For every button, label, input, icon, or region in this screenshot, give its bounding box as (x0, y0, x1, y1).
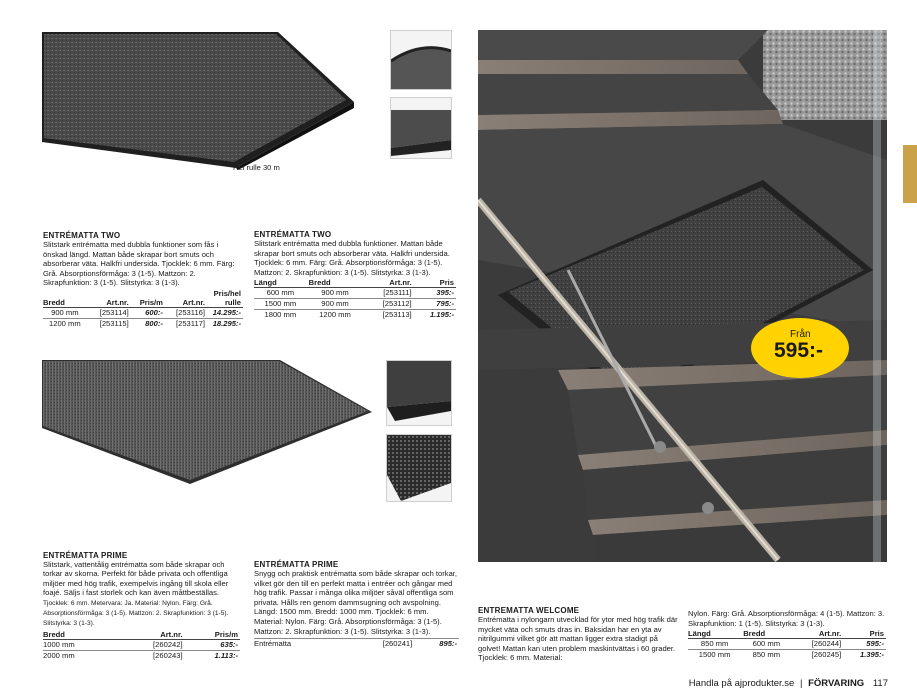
col-artnr: Art.nr. (818, 629, 842, 639)
welcome-price-table (688, 629, 886, 660)
footer-section: FÖRVARING (808, 678, 865, 689)
two-mat-title: ENTRÉMATTA TWO (254, 230, 332, 239)
footer-site-link[interactable]: Handla på ajprodukter.se (688, 678, 795, 689)
table-row: 1800 mm 1200 mm [253113] 1.195:- (264, 310, 454, 320)
prime-roll-price-table (43, 630, 240, 661)
col-bredd: Bredd (743, 629, 766, 639)
table-row: 600 mm 900 mm [253111] 395:- (254, 288, 456, 299)
col-bredd: Bredd (43, 629, 65, 639)
two-mat-price-table (254, 278, 456, 320)
col-artnr: Art.nr. (106, 297, 129, 307)
table-row: 850 mm 600 mm [260244] 595:- (688, 639, 886, 650)
two-roll-title: ENTRÉMATTA TWO (43, 231, 121, 240)
two-roll-caption: Hel rulle 30 m (233, 163, 280, 172)
col-artnr: Art.nr. (160, 629, 183, 639)
table-row: 900 mm [253114] 600:- [253116] 14.295:- (43, 307, 243, 318)
prime-roll-thumb-2 (386, 434, 452, 502)
two-roll-description: Slitstark entrématta med dubbla funktioner som fås i önskad längd. Mattan både skrapar bort smuts och absorberar väta. Halkfri undersida. Tjocklek: 6 mm. Färg: Grå. Absorptionsförmåga: 3 (1-5). Mattzon: 2. Skrapfunktion: 3 (1-5). Slitstyrka: 3 (1-3). (43, 240, 235, 288)
table-row: 1500 mm 850 mm [260245] 1.395:- (698, 650, 884, 660)
table-row: Entrématta [260241] 895:- (254, 639, 457, 649)
prime-roll-specs: Tjocklek: 6 mm. Metervara: Ja. Material: Nylon. Färg: Grå. Absorptionsförmåga: 3 (1-5). Mattzon: 2. Skrapfunktion: 3 (1-5). Slitstyrka: 3 (1-3). (43, 599, 229, 627)
prime-roll-description: Slitstark, vattentålig entrématta som både skrapar och torkar av skorna. Perfekt för både privata och offentliga miljöer med hög trafik, exempelvis ingång till skola eller foajé. Säljs i fast storlek och kan även måttbeställas. Tjocklek: 6 mm. Metervara: Ja. Material: Nylon. Färg: Grå. Absorptionsförmåga: 3 (1-5). Mattzon: 2. Skrapfunktion: 3 (1-5). Slitstyrka: 3 (1-3). (43, 560, 229, 627)
col-langd: Längd (688, 629, 711, 639)
prime-mat-price-table (254, 638, 459, 649)
prime-roll-thumb-1 (386, 360, 452, 426)
two-roll-price-table (43, 289, 243, 329)
col-pris-m: Pris/m (214, 629, 238, 639)
col-pris: Pris (439, 278, 454, 288)
col-pris-m: Pris/m (139, 297, 163, 307)
col-langd: Längd (254, 278, 277, 288)
col-pris: Pris (869, 629, 884, 639)
col-bredd: Bredd (43, 297, 65, 307)
staircase-photo (478, 30, 887, 562)
col-pris-hel-rulle: Pris/hel rulle (213, 288, 241, 307)
prime-roll-title: ENTRÉMATTA PRIME (43, 551, 128, 560)
col-artnr: Art.nr. (389, 278, 412, 288)
two-roll-image (40, 30, 356, 170)
table-row: 1200 mm [253115] 800:- [253117] 18.295:- (49, 318, 241, 328)
two-mat-description: Slitstark entrématta med dubbla funktioner. Mattan både skrapar bort smuts och absorberar väta. Halkfri undersida. Tjocklek: 6 mm. Färg: Grå. Absorptionsförmåga: 3 (1-5). Mattzon: 2. Skrapfunktion: 3 (1-5). Slitstyrka: 3 (1-3). (254, 239, 450, 277)
welcome-title: ENTREMATTA WELCOME (478, 606, 580, 615)
badge-price: 595:- (774, 339, 824, 362)
page-number: 117 (872, 678, 888, 689)
prime-roll-image (40, 356, 376, 486)
prime-mat-description: Snygg och praktisk entrématta som både skrapar och torkar, vilket gör den till en perfekt matta i entréer och gångar med hög trafik. Passar i många olika miljöer såväl offentliga som privata. Hålls ren genom dammsugning och avspolning. Längd: 1500 mm. Bredd: 1000 mm. Tjocklek: 6 mm. Material: Nylon. Färg: Grå. Absorptionsförmåga: 3 (1-5). Mattzon: 2. Skrapfunktion: 3 (1-5). Slitstyrka: 3 (1-3). (254, 569, 458, 636)
badge-from-label: Från (790, 329, 811, 340)
col-bredd: Bredd (308, 278, 331, 288)
welcome-description: Entrématta i nylongarn utvecklad för ytor med hög trafik där mycket väta och smuts dras in. Baksidan har en yta av nitrilgummi vilket gör att mattan ligger extra stadigt på golvet! Mattan kan uten problem maskintvättas i 60 grader. Tjocklek: 6 mm. Material: (478, 615, 678, 663)
table-row: 1500 mm 900 mm [253112] 795:- (254, 299, 456, 310)
page-footer (660, 678, 888, 689)
table-row: 1000 mm [260242] 635:- (43, 639, 238, 649)
two-roll-thumb-1 (390, 30, 452, 90)
section-tab-marker (903, 145, 917, 203)
two-roll-thumb-2 (390, 97, 452, 159)
table-row: 2000 mm [260243] 1.113:- (43, 650, 238, 660)
footer-separator: | (799, 678, 803, 689)
col-artnr-2: Art.nr. (182, 297, 205, 307)
prime-mat-title: ENTRÉMATTA PRIME (254, 560, 339, 569)
welcome-description-cont: Nylon. Färg: Grå. Absorptionsförmåga: 4 (1-5). Mattzon: 3. Skrapfunktion: 1 (1-5). Slitstyrka: 3 (1-3). (688, 609, 885, 628)
